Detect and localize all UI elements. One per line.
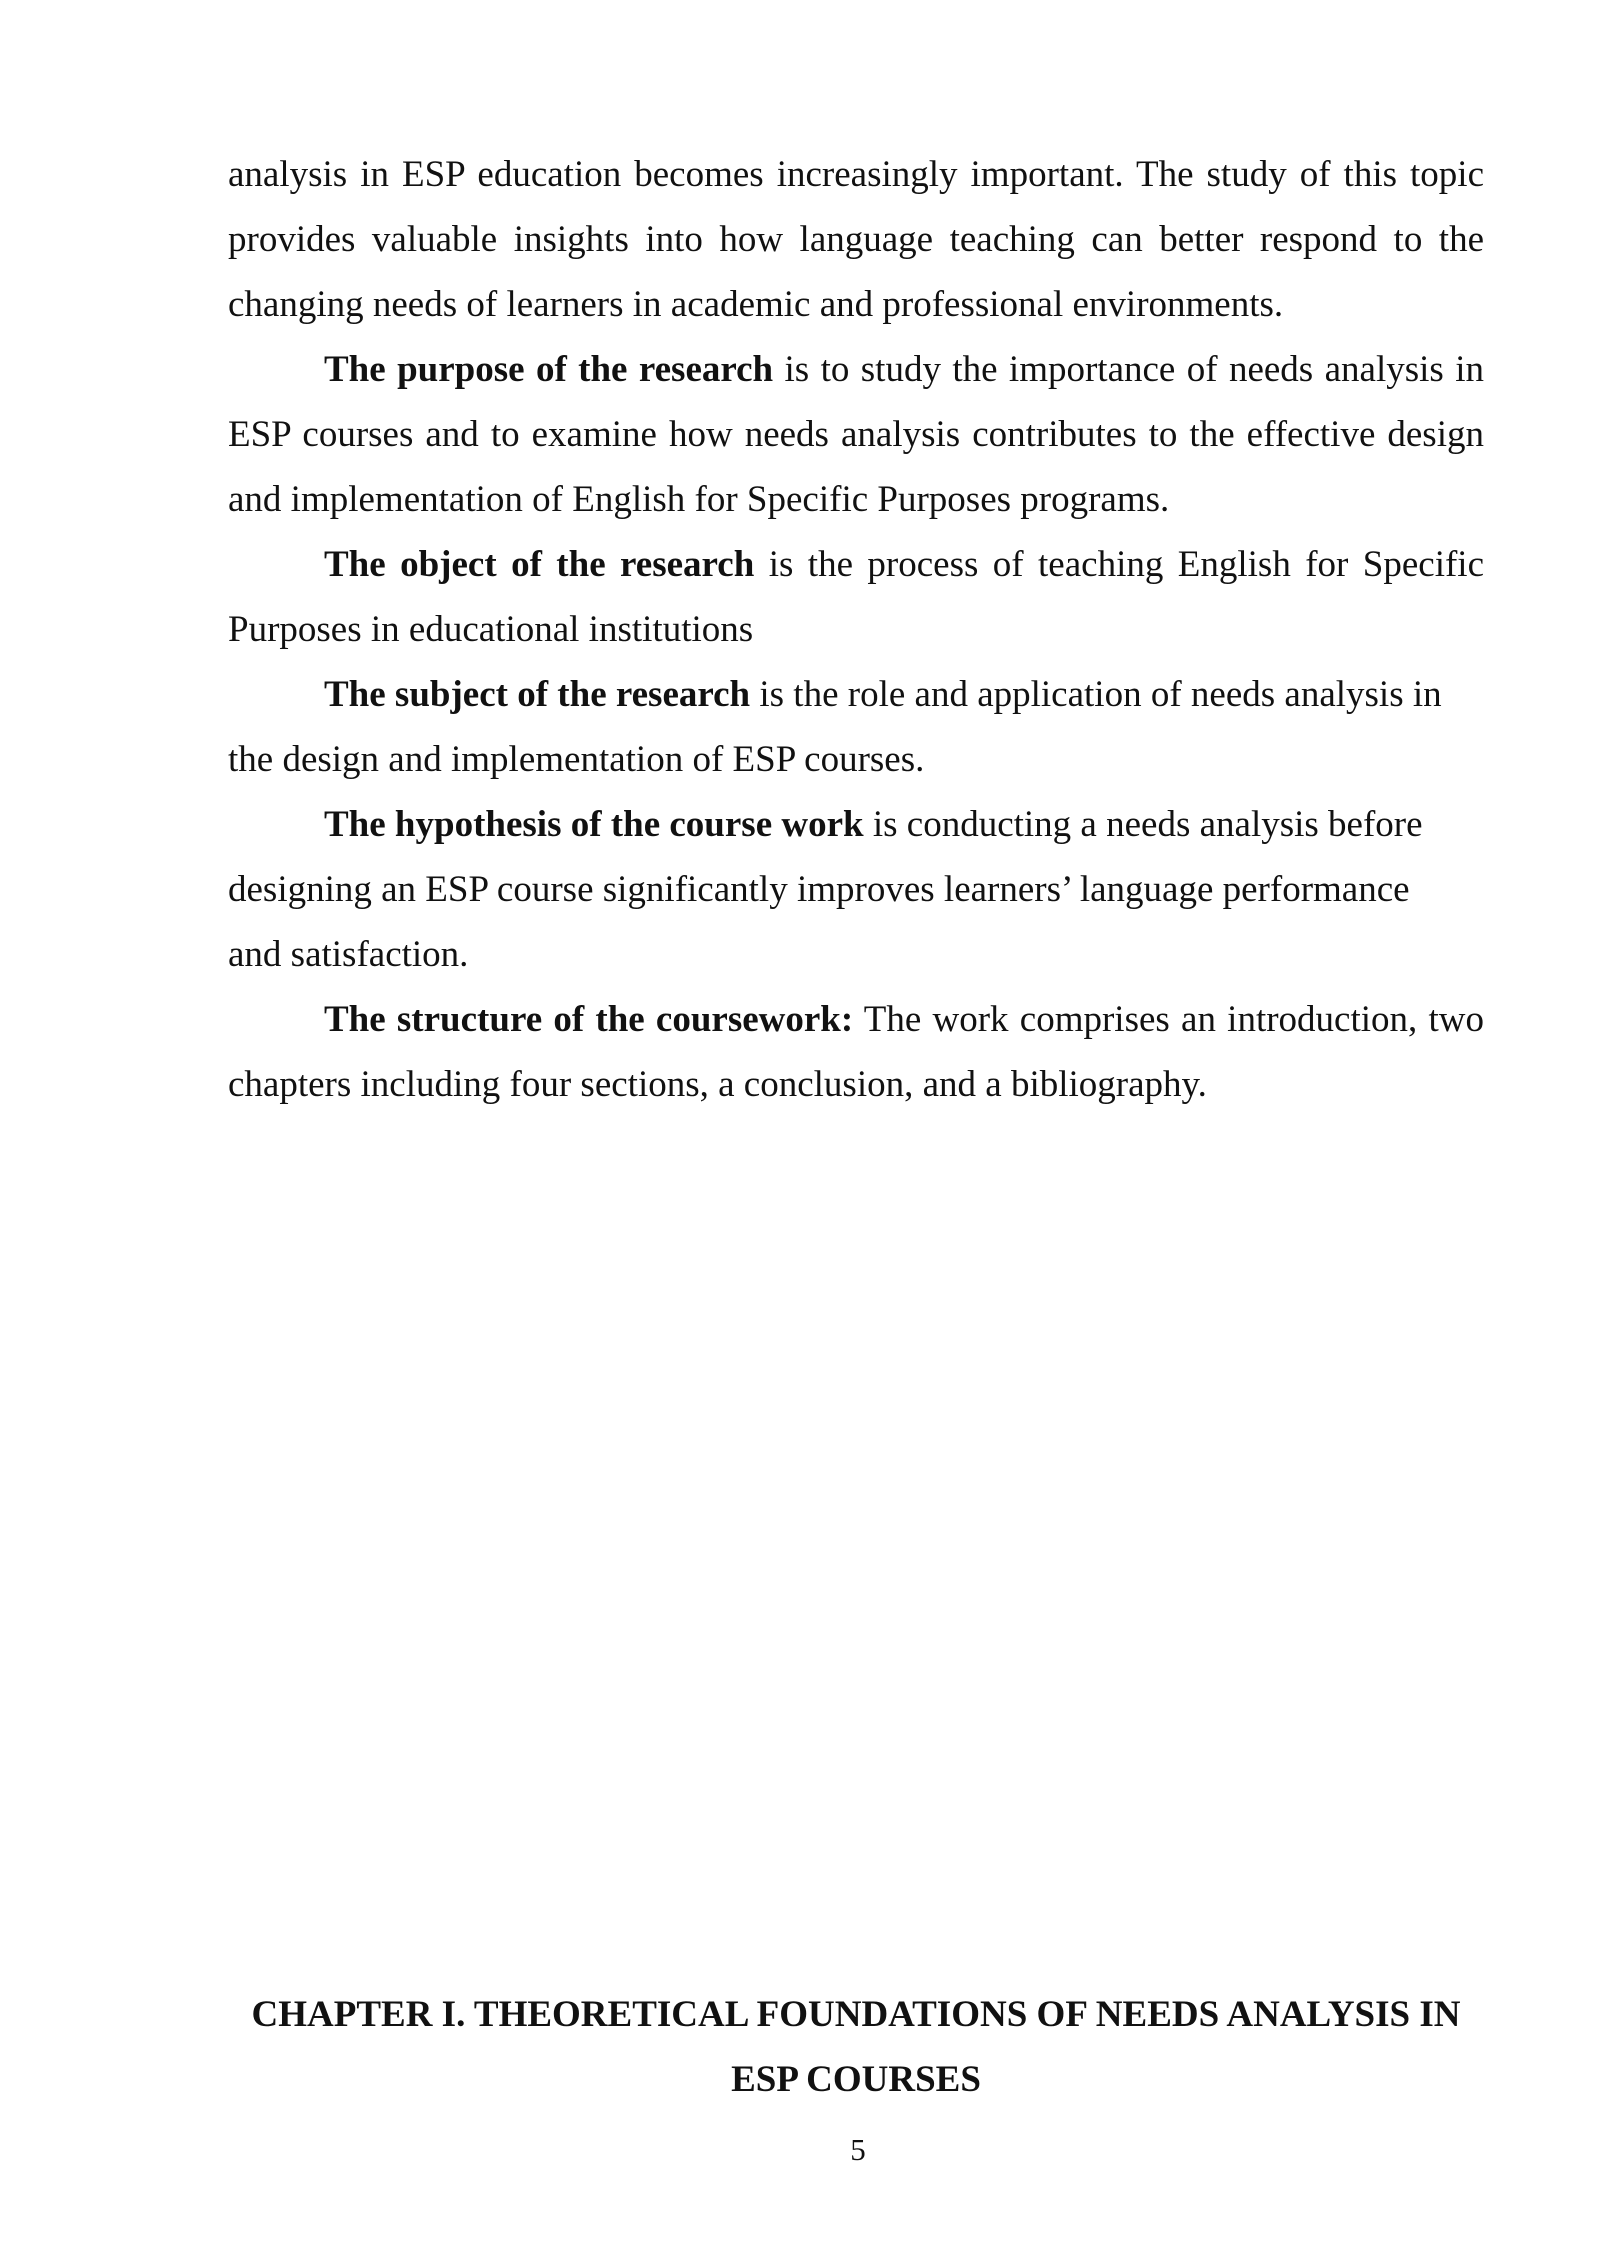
- hypothesis-text: is conducting a needs analysis before designing an ESP course significantly improves learners’ language performance and satisfaction.: [228, 804, 1423, 975]
- object-text: is the process of teaching English for Specific Purposes in educational institutions: [228, 544, 1485, 650]
- structure-text: The work comprises an introduction, two chapters including four sections, a conclusion, and a bibliography.: [228, 999, 1484, 1105]
- purpose-paragraph: [228, 337, 1484, 532]
- object-paragraph: [228, 532, 1484, 662]
- body-text: [228, 142, 1484, 1117]
- subject-label: The subject of the research: [324, 674, 751, 715]
- purpose-text: is to study the importance of needs analysis in ESP courses and to examine how needs analysis contributes to the effective design and implementation of English for Specific Purposes programs.: [228, 349, 1484, 520]
- chapter-heading-line-2: ESP COURSES: [731, 2059, 981, 2100]
- subject-paragraph: [228, 662, 1484, 792]
- hypothesis-label: The hypothesis of the course work: [324, 804, 864, 845]
- subject-text: is the role and application of needs analysis in the design and implementation of ESP courses.: [228, 674, 1442, 780]
- structure-paragraph: [228, 987, 1484, 1117]
- structure-label: The structure of the coursework:: [324, 999, 854, 1040]
- chapter-heading: [228, 1982, 1484, 2112]
- intro-continuation-paragraph: analysis in ESP education becomes increasingly important. The study of this topic provides valuable insights into how language teaching can better respond to the changing needs of learners in academic and professional environments.: [228, 154, 1484, 325]
- object-label: The object of the research: [324, 544, 755, 585]
- page-number: 5: [850, 2132, 866, 2167]
- chapter-heading-line-1: CHAPTER I. THEORETICAL FOUNDATIONS OF NEEDS ANALYSIS IN: [251, 1994, 1461, 2035]
- purpose-label: The purpose of the research: [324, 349, 774, 390]
- hypothesis-paragraph: [228, 792, 1484, 987]
